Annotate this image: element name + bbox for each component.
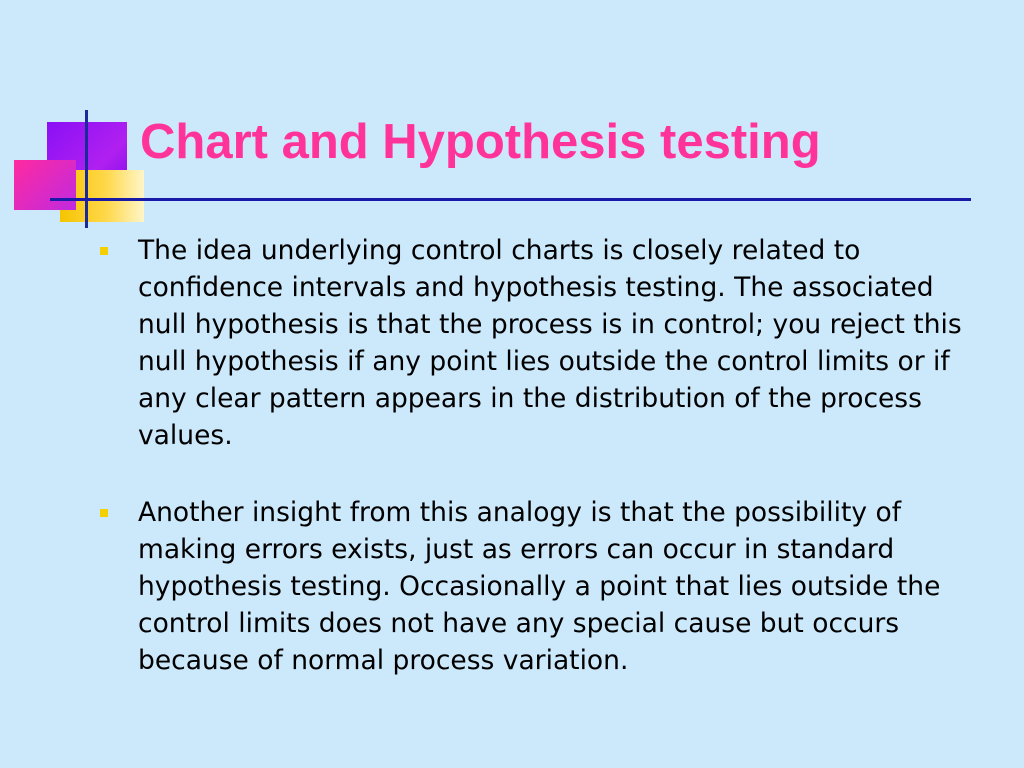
decorative-vertical-line (85, 110, 88, 228)
square-bullet-icon (100, 247, 108, 255)
bullet-text: The idea underlying control charts is closely related to confidence intervals and hypothesis testing. The associated null hypothesis is that the process is in control; you reject this null hypothesis if any point lies outside the control limits or if any clear pattern appears in the distribution of the process values. (138, 235, 962, 451)
bullet-list (100, 232, 980, 719)
bullet-text: Another insight from this analogy is that the possibility of making errors exists, just as errors can occur in standard hypothesis testing. Occasionally a point that lies outside the control limits does not have any special cause but occurs because of normal process variation. (138, 497, 941, 676)
decorative-square-pink (14, 160, 76, 210)
bullet-item (100, 232, 980, 454)
bullet-item (100, 494, 980, 679)
title-underline-rule (50, 198, 971, 201)
square-bullet-icon (100, 509, 108, 517)
slide-title: Chart and Hypothesis testing (140, 115, 821, 169)
